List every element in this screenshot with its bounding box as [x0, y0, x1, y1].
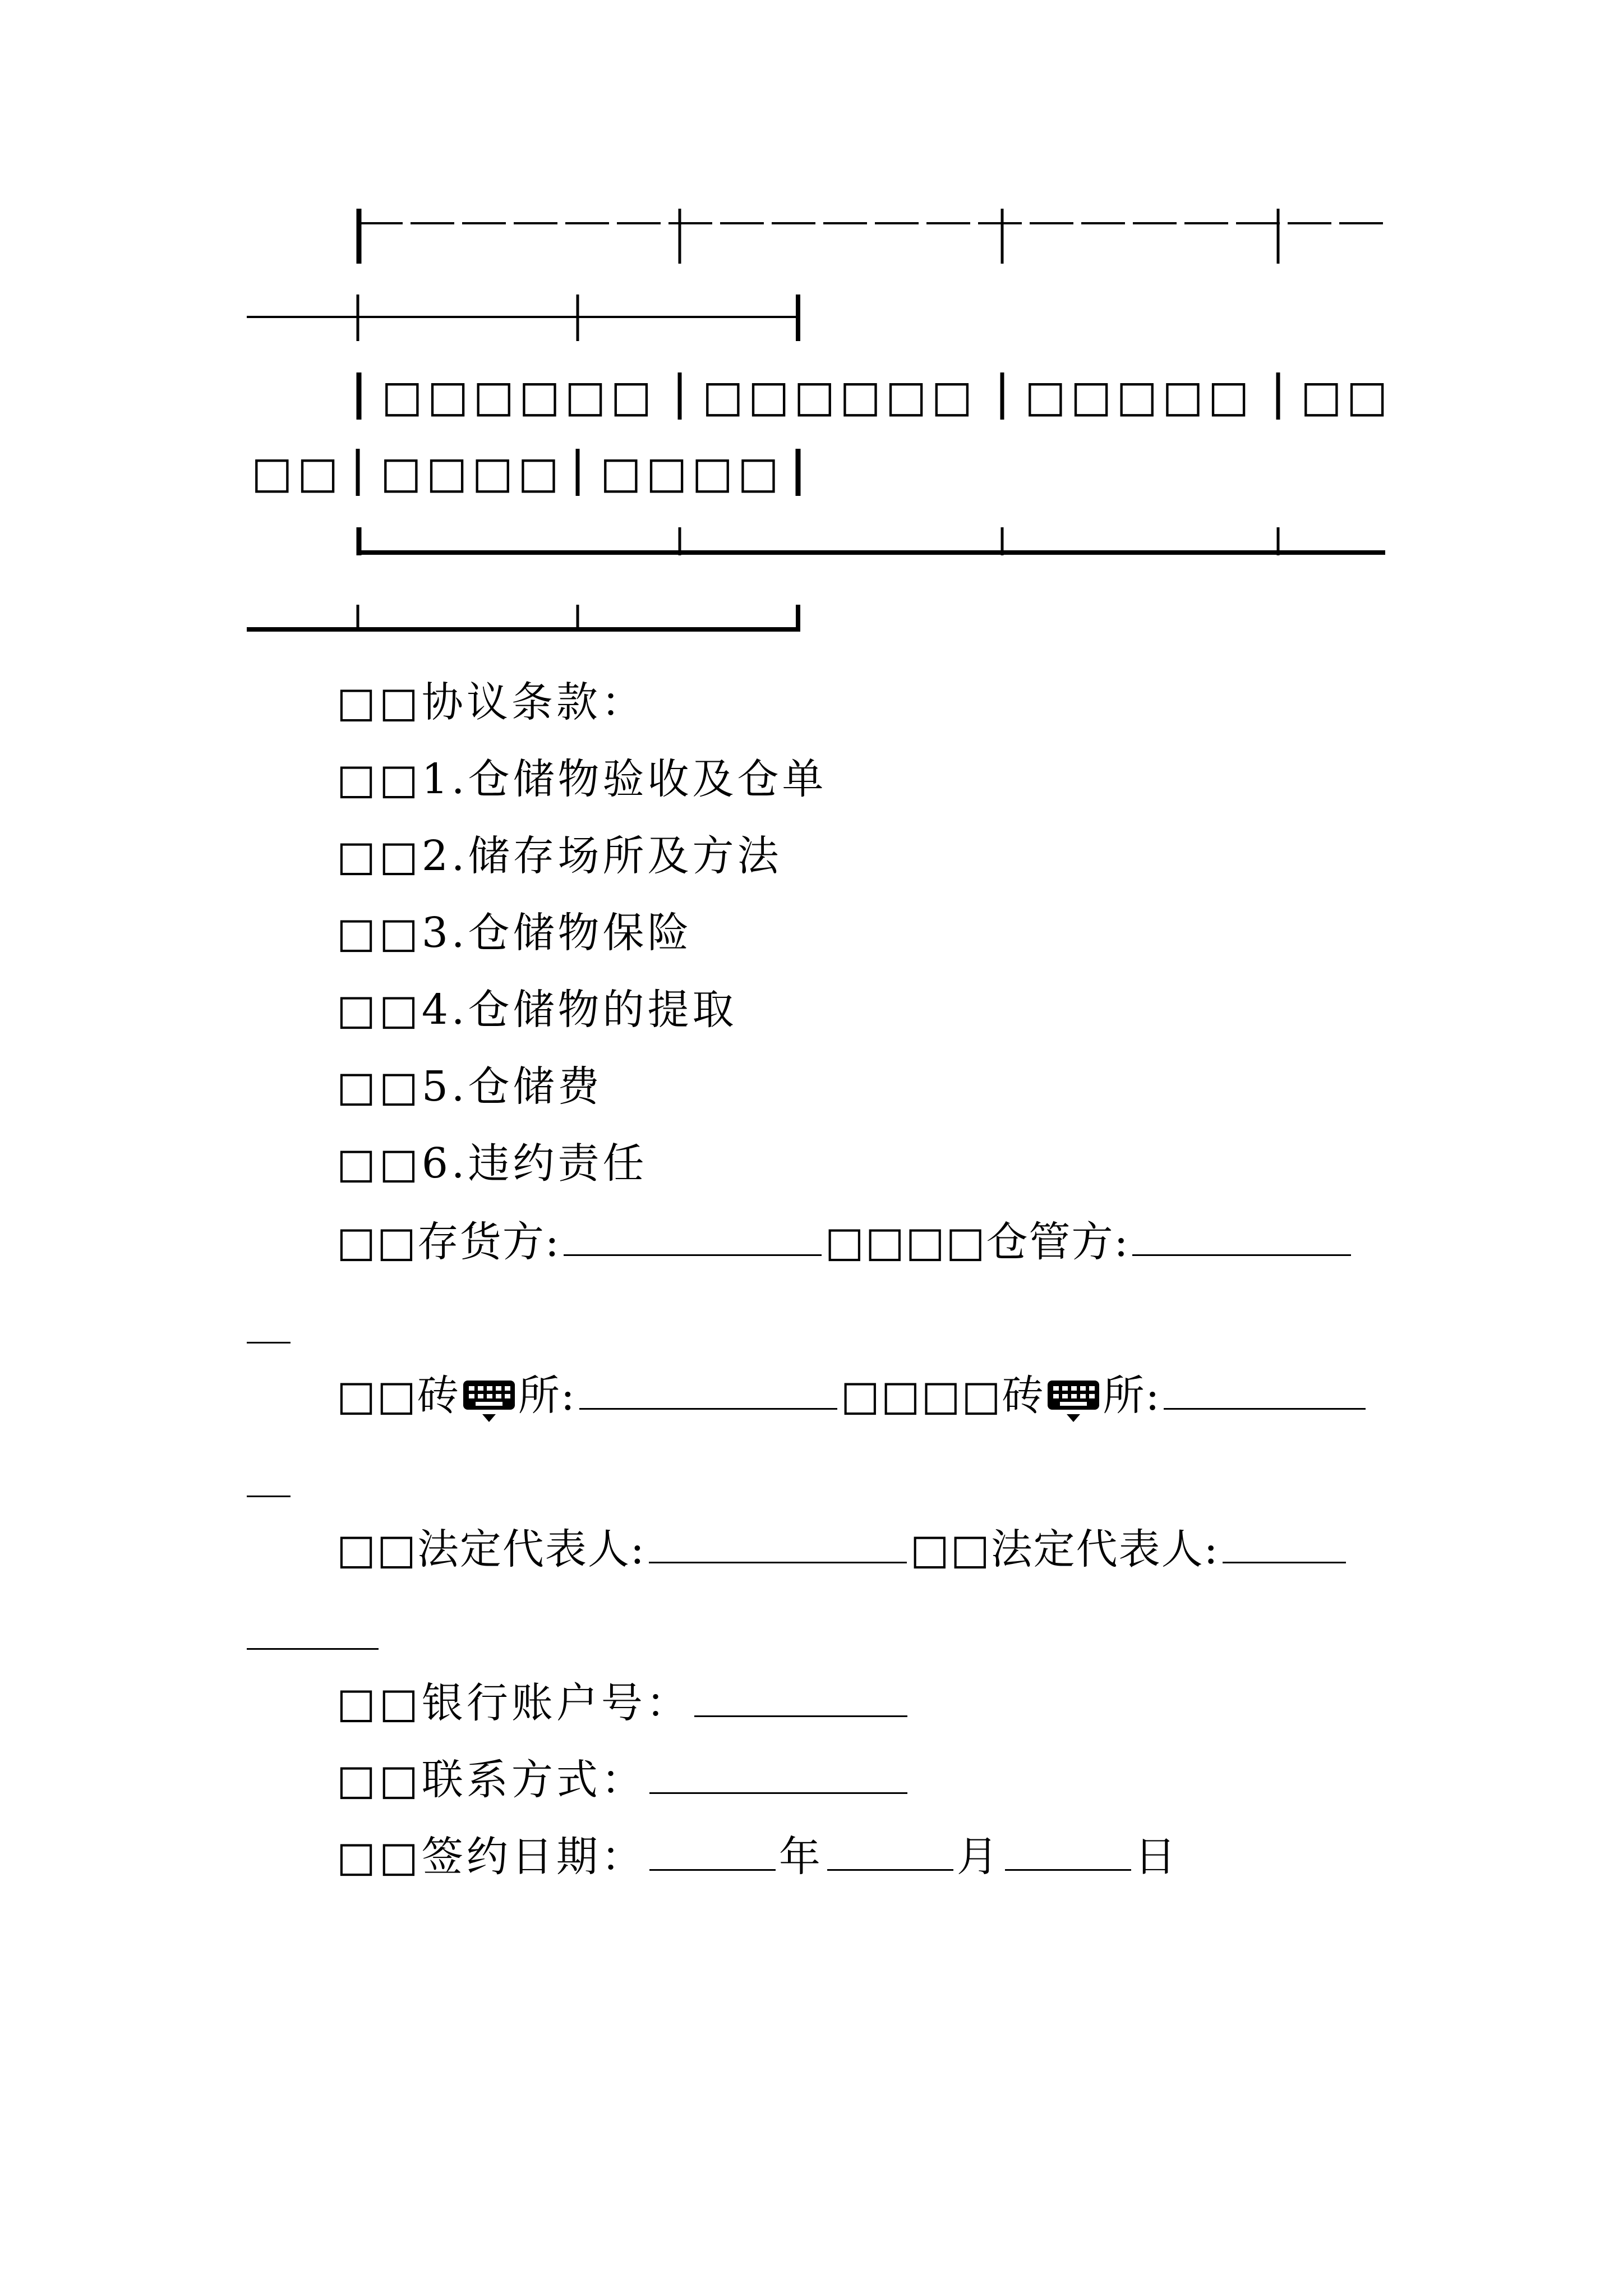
heading-text: 协议条款：: [421, 678, 646, 726]
address-label-part: 砖: [417, 1372, 460, 1420]
clause-text: 6.违约责任: [421, 1139, 648, 1188]
keeper-label: 仓管方:: [986, 1218, 1129, 1266]
indent-squares: □□: [336, 1218, 417, 1266]
parties-line: [336, 1218, 1354, 1266]
clauses-heading: [336, 678, 646, 726]
address-label-part: 所:: [518, 1372, 576, 1420]
ascii-table: [0, 0, 1623, 645]
month-label: 月: [956, 1833, 1002, 1881]
indent-squares: □□: [336, 678, 422, 726]
month-field[interactable]: [827, 1834, 953, 1871]
wrap-line: [247, 1461, 291, 1504]
clause-item: [336, 986, 737, 1034]
indent-squares: □□: [336, 1062, 422, 1111]
day-field[interactable]: [1005, 1834, 1131, 1871]
table-cell: □□□□: [600, 448, 783, 498]
day-label: 日: [1134, 1833, 1179, 1881]
legal-rep-field[interactable]: [649, 1527, 907, 1563]
legal-rep2-field[interactable]: [1223, 1527, 1346, 1563]
indent-squares: □□: [336, 755, 422, 803]
indent-squares: □□: [336, 1525, 417, 1573]
address-field[interactable]: [579, 1373, 837, 1410]
legal-rep2-field-continued[interactable]: [247, 1613, 379, 1650]
wrap-line: [247, 1307, 291, 1350]
clause-item: [336, 909, 693, 957]
bank-account-field[interactable]: [694, 1681, 907, 1717]
gap-squares: □□□□: [824, 1218, 986, 1266]
table-lines: [0, 0, 1623, 645]
keyboard-icon: [461, 1379, 517, 1413]
depositor-field[interactable]: [564, 1220, 822, 1256]
clause-item: [336, 1139, 648, 1188]
gap-squares: □□□□: [840, 1372, 1002, 1420]
year-field[interactable]: [649, 1834, 776, 1871]
contact-field[interactable]: [649, 1757, 907, 1794]
table-cell: □□: [1301, 371, 1393, 422]
clause-item: [336, 1062, 603, 1111]
legal-rep-label: 法定代表人:: [417, 1525, 645, 1573]
indent-squares: □□: [336, 832, 422, 880]
table-row-1: [0, 371, 1623, 425]
indent-squares: □□: [336, 1139, 422, 1188]
table-cell: □□□□□□: [702, 371, 978, 422]
year-label: 年: [778, 1833, 824, 1881]
depositor-label: 存货方:: [417, 1218, 560, 1266]
indent-squares: □□: [336, 1679, 422, 1727]
clause-text: 5.仓储费: [421, 1062, 603, 1111]
table-row-2: [0, 448, 1623, 501]
keeper-field[interactable]: [1132, 1220, 1351, 1256]
clause-text: 3.仓储物保险: [421, 909, 693, 957]
table-cell: □□□□□: [1025, 371, 1254, 422]
bank-line: [336, 1679, 911, 1727]
indent-squares: □□: [336, 986, 422, 1034]
clause-text: 2.储存场所及方法: [421, 832, 782, 880]
legal-rep-line: [336, 1525, 1349, 1573]
table-cell: □□: [251, 448, 343, 498]
bank-label: 银行账户号：: [421, 1679, 691, 1727]
address2-field-continued[interactable]: [247, 1461, 291, 1497]
indent-squares: □□: [336, 1833, 422, 1881]
table-cell: □□□□□□: [381, 371, 657, 422]
address-line: [336, 1372, 1369, 1420]
gap-squares: □□: [910, 1525, 991, 1573]
address-label-part: 所:: [1103, 1372, 1161, 1420]
clause-item: [336, 832, 782, 880]
indent-squares: □□: [336, 1372, 417, 1420]
date-label: 签约日期：: [421, 1833, 646, 1881]
contact-label: 联系方式：: [421, 1756, 646, 1804]
clause-item: [336, 755, 827, 803]
legal-rep-label: 法定代表人:: [990, 1525, 1219, 1573]
contact-line: [336, 1756, 911, 1804]
clause-text: 1.仓储物验收及仓单: [421, 755, 827, 803]
clause-text: 4.仓储物的提取: [421, 986, 737, 1034]
keyboard-icon: [1045, 1379, 1101, 1413]
wrap-line: [247, 1613, 379, 1657]
keeper-field-continued[interactable]: [247, 1307, 291, 1343]
address2-field[interactable]: [1164, 1373, 1366, 1410]
table-cell: □□□□: [380, 448, 564, 498]
indent-squares: □□: [336, 909, 422, 957]
date-line: [336, 1833, 1179, 1881]
address-label-part: 砖: [1002, 1372, 1045, 1420]
indent-squares: □□: [336, 1756, 422, 1804]
